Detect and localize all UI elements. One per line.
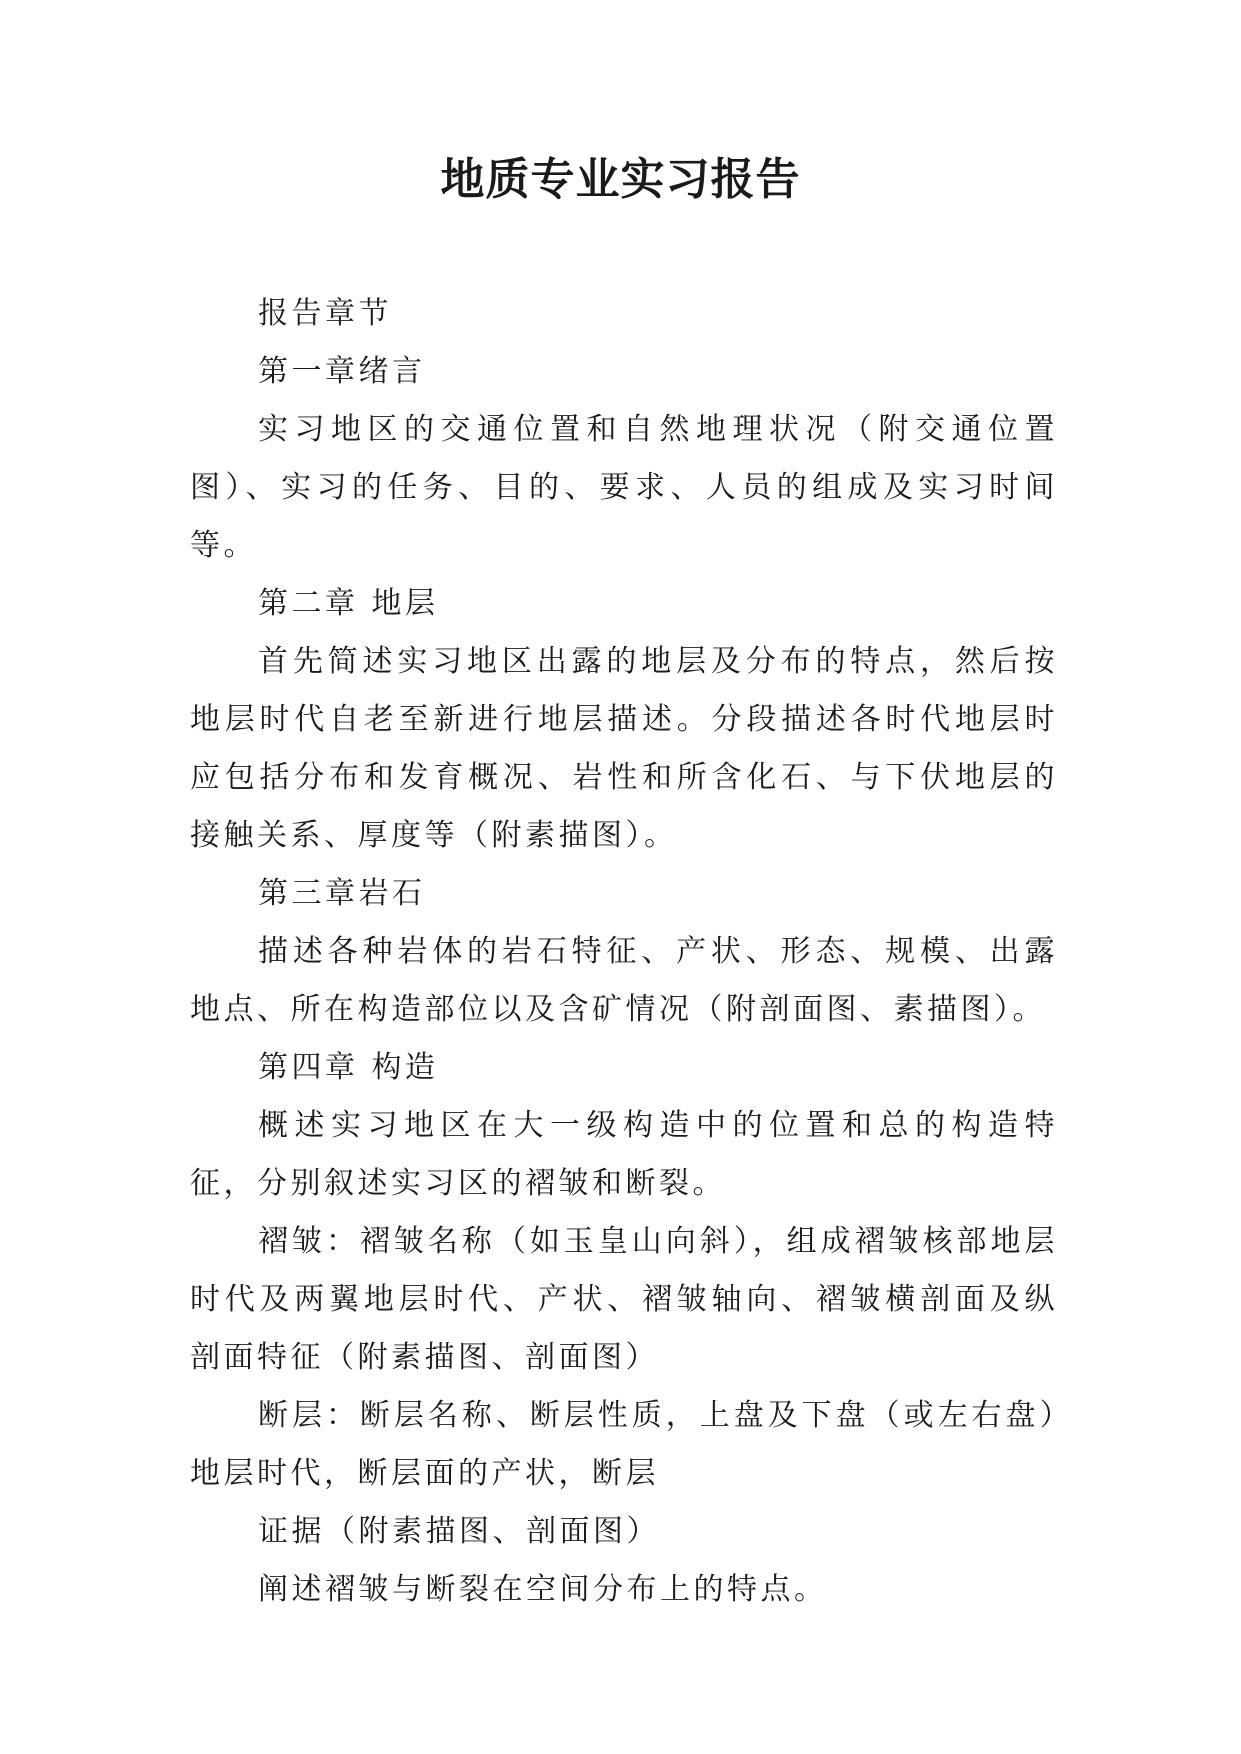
paragraph-report-sections: 报告章节 <box>258 296 392 331</box>
paragraph-folds: 褶皱：褶皱名称（如玉皇山向斜），组成褶皱核部地层时代及两翼地层时代、产状、褶皱轴向、褶皱横剖面及纵剖面特征（附素描图、剖面图） <box>190 1224 1058 1375</box>
heading-chapter-2: 第二章 地层 <box>258 586 439 621</box>
paragraph-chapter-1-content: 实习地区的交通位置和自然地理状况（附交通位置图）、实习的任务、目的、要求、人员的组成及实习时间等。 <box>190 412 1058 563</box>
paragraph-chapter-3-content: 描述各种岩体的岩石特征、产状、形态、规模、出露地点、所在构造部位以及含矿情况（附剖面图、素描图）。 <box>190 934 1058 1027</box>
document-title: 地质专业实习报告 <box>440 154 801 205</box>
paragraph-faults: 断层：断层名称、断层性质，上盘及下盘（或左右盘）地层时代，断层面的产状，断层 <box>190 1398 1058 1491</box>
document-body <box>190 285 1058 1619</box>
paragraph-chapter-4-overview: 概述实习地区在大一级构造中的位置和总的构造特征，分别叙述实习区的褶皱和断裂。 <box>190 1108 1058 1201</box>
heading-chapter-1: 第一章绪言 <box>258 354 426 389</box>
heading-chapter-3: 第三章岩石 <box>258 876 426 911</box>
heading-chapter-4: 第四章 构造 <box>258 1050 439 1085</box>
paragraph-spatial-distribution: 阐述褶皱与断裂在空间分布上的特点。 <box>258 1572 828 1607</box>
paragraph-evidence: 证据（附素描图、剖面图） <box>258 1514 660 1549</box>
paragraph-chapter-2-content: 首先简述实习地区出露的地层及分布的特点，然后按地层时代自老至新进行地层描述。分段描述各时代地层时应包括分布和发育概况、岩性和所含化石、与下伏地层的接触关系、厚度等（附素描图）。 <box>190 644 1058 853</box>
